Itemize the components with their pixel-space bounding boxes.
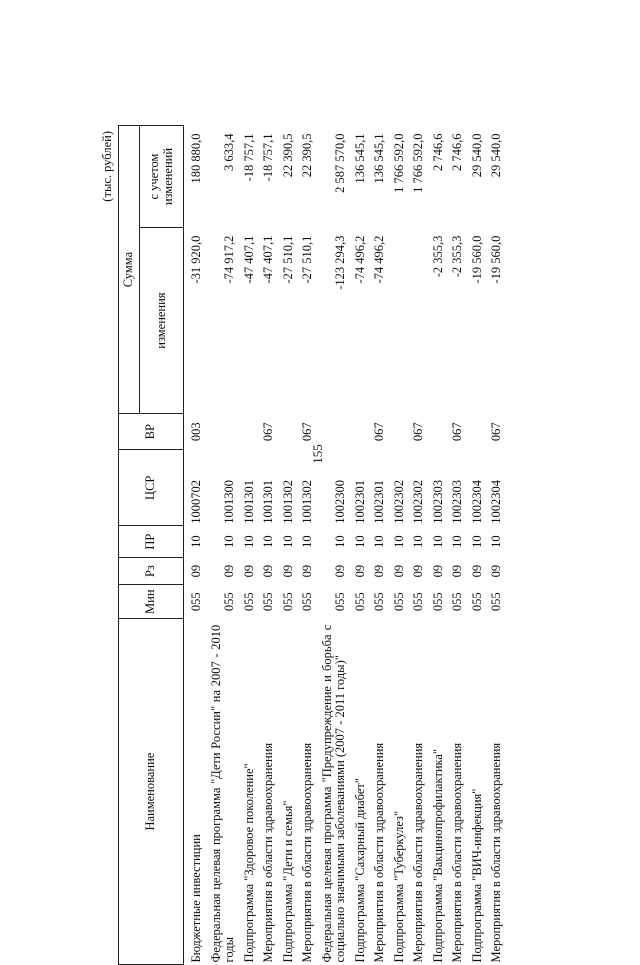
table-row [426, 126, 446, 965]
cell-min: 055 [430, 592, 445, 612]
cell-csr: 1002302 [411, 480, 425, 524]
cell-vr: 067 [261, 422, 275, 442]
table-row [295, 126, 315, 965]
cell-pr: 10 [411, 535, 425, 548]
header-csr: ЦСР [119, 450, 184, 526]
cell-rz: 09 [300, 564, 314, 578]
table-header [119, 126, 184, 965]
page-number: 155 [310, 444, 325, 464]
cell-change: -74 496,2 [352, 235, 367, 284]
cell-name: Мероприятия в области здравоохранения [372, 742, 386, 963]
cell-total: 3 633,4 [222, 133, 236, 171]
cell-rz: 09 [352, 564, 367, 578]
cell-rz: 09 [280, 564, 295, 578]
cell-name: Федеральная целевая программа "Предупреждение и борьба с социально значимыми заболеваниями (2007 - 2011 годы)" [319, 624, 347, 963]
cell-change [406, 228, 426, 414]
cell-pr: 10 [391, 535, 406, 548]
cell-csr: 1002303 [430, 480, 445, 524]
cell-total: 2 746,6 [450, 133, 464, 171]
cell-pr: 10 [261, 535, 275, 548]
cell-pr: 10 [333, 535, 347, 548]
table-row [484, 126, 504, 965]
header-min: Мин [119, 585, 184, 619]
cell-rz: 09 [222, 564, 236, 578]
header-name: Наименование [119, 619, 184, 965]
cell-total: 136 545,1 [372, 133, 386, 184]
table-row [406, 126, 426, 965]
table-row [184, 126, 204, 965]
cell-change: -19 560,0 [489, 235, 503, 284]
cell-min: 055 [372, 592, 386, 612]
cell-vr [204, 414, 237, 450]
cell-rz: 09 [411, 564, 425, 578]
cell-vr: 067 [489, 422, 503, 442]
cell-total: 1 766 592,0 [411, 133, 425, 193]
cell-total: 136 545,1 [352, 133, 367, 184]
cell-csr: 1002304 [469, 480, 484, 524]
cell-csr: 1001302 [280, 480, 295, 524]
cell-total: 29 540,0 [469, 133, 484, 178]
cell-csr: 1002302 [391, 480, 406, 524]
table-row [445, 126, 465, 965]
cell-min: 055 [411, 592, 425, 612]
cell-total: 29 540,0 [489, 133, 503, 178]
cell-vr: 067 [300, 422, 314, 442]
table-row [276, 126, 296, 965]
cell-pr: 10 [372, 535, 386, 548]
header-vr: ВР [119, 414, 184, 450]
cell-min: 055 [300, 592, 314, 612]
cell-change: -19 560,0 [469, 235, 484, 284]
cell-name: Подпрограмма "Дети и семья" [280, 800, 295, 963]
cell-vr [348, 414, 368, 450]
header-pr: ПР [119, 526, 184, 558]
cell-name: Мероприятия в области здравоохранения [300, 742, 314, 963]
cell-vr [315, 414, 348, 450]
cell-csr: 1002301 [352, 480, 367, 524]
cell-csr: 1002300 [333, 480, 347, 524]
cell-pr: 10 [241, 535, 256, 548]
cell-vr [465, 414, 485, 450]
cell-change: -47 407,1 [241, 235, 256, 284]
cell-total: -18 757,1 [241, 133, 256, 182]
cell-pr: 10 [450, 535, 464, 548]
cell-vr: 003 [189, 422, 203, 442]
units-label: (тыс. рублей) [100, 131, 114, 202]
cell-rz: 09 [333, 564, 347, 578]
cell-rz: 09 [450, 564, 464, 578]
cell-name: Подпрограмма "Вакцинопрофилактика" [430, 748, 445, 963]
cell-min: 055 [333, 592, 347, 612]
cell-csr: 1001301 [261, 480, 275, 524]
cell-vr [237, 414, 257, 450]
cell-pr: 10 [469, 535, 484, 548]
table-row [367, 126, 387, 965]
cell-pr: 10 [489, 535, 503, 548]
cell-total: 2 587 570,0 [333, 133, 347, 193]
cell-min: 055 [241, 592, 256, 612]
cell-change: -31 920,0 [189, 235, 203, 284]
cell-min: 055 [391, 592, 406, 612]
cell-pr: 10 [352, 535, 367, 548]
cell-vr [387, 414, 407, 450]
cell-change: -2 355,3 [450, 235, 464, 278]
cell-name: Подпрограмма "Туберкулез" [391, 810, 406, 963]
cell-total: 180 880,0 [189, 133, 203, 184]
cell-change: -27 510,1 [300, 235, 314, 284]
table-row [465, 126, 485, 965]
cell-total: 22 390,5 [300, 133, 314, 178]
cell-total: -18 757,1 [261, 133, 275, 182]
table-body [184, 126, 504, 965]
cell-name: Подпрограмма "Здоровое поколение" [241, 763, 256, 963]
cell-name: Подпрограмма "ВИЧ-инфекция" [469, 788, 484, 963]
cell-rz: 09 [430, 564, 445, 578]
table-row [256, 126, 276, 965]
table-row [204, 126, 237, 965]
cell-vr: 067 [372, 422, 386, 442]
cell-name: Мероприятия в области здравоохранения [261, 742, 275, 963]
cell-change: -27 510,1 [280, 235, 295, 284]
cell-csr: 1001301 [241, 480, 256, 524]
cell-name: Федеральная целевая программа "Дети России" на 2007 - 2010 годы [208, 624, 236, 963]
cell-total: 22 390,5 [280, 133, 295, 178]
cell-name: Мероприятия в области здравоохранения [489, 742, 503, 963]
cell-pr: 10 [430, 535, 445, 548]
cell-csr: 1001300 [222, 480, 236, 524]
table-row [348, 126, 368, 965]
cell-change: -74 917,2 [222, 235, 236, 284]
cell-pr: 10 [300, 535, 314, 548]
cell-min: 055 [352, 592, 367, 612]
cell-change: -47 407,1 [261, 235, 275, 284]
cell-rz: 09 [469, 564, 484, 578]
budget-table [118, 125, 504, 965]
cell-pr: 10 [280, 535, 295, 548]
cell-min: 055 [469, 592, 484, 612]
cell-min: 055 [489, 592, 503, 612]
header-sum: Сумма [119, 126, 140, 414]
header-change: изменения [140, 228, 184, 414]
cell-vr: 067 [411, 422, 425, 442]
cell-change: -123 294,3 [333, 235, 347, 290]
cell-min: 055 [280, 592, 295, 612]
cell-rz: 09 [261, 564, 275, 578]
cell-csr: 1002304 [489, 480, 503, 524]
cell-name: Мероприятия в области здравоохранения [450, 742, 464, 963]
cell-vr [276, 414, 296, 450]
rotated-page-content [100, 125, 600, 965]
cell-min: 055 [222, 592, 236, 612]
cell-csr: 1002303 [450, 480, 464, 524]
cell-csr: 1002301 [372, 480, 386, 524]
cell-min: 055 [450, 592, 464, 612]
cell-total: 2 746,6 [430, 133, 445, 171]
header-with-changes: с учетом изменений [140, 126, 184, 228]
cell-name: Бюджетные инвестиции [189, 834, 203, 963]
cell-rz: 09 [391, 564, 406, 578]
cell-change: -74 496,2 [372, 235, 386, 284]
cell-csr: 1001302 [300, 480, 314, 524]
cell-csr: 1000702 [189, 480, 203, 524]
cell-pr: 10 [222, 535, 236, 548]
cell-min: 055 [189, 592, 203, 612]
cell-pr: 10 [189, 535, 203, 548]
cell-min: 055 [261, 592, 275, 612]
cell-rz: 09 [189, 564, 203, 578]
cell-name: Мероприятия в области здравоохранения [411, 742, 425, 963]
cell-change [387, 228, 407, 414]
cell-name: Подпрограмма "Сахарный диабет" [352, 778, 367, 963]
cell-rz: 09 [489, 564, 503, 578]
table-row [315, 126, 348, 965]
cell-rz: 09 [372, 564, 386, 578]
cell-vr: 067 [450, 422, 464, 442]
cell-vr [426, 414, 446, 450]
cell-rz: 09 [241, 564, 256, 578]
cell-change: -2 355,3 [430, 235, 445, 278]
table-row [387, 126, 407, 965]
header-rz: Рз [119, 558, 184, 585]
table-row [237, 126, 257, 965]
cell-total: 1 766 592,0 [391, 133, 406, 193]
